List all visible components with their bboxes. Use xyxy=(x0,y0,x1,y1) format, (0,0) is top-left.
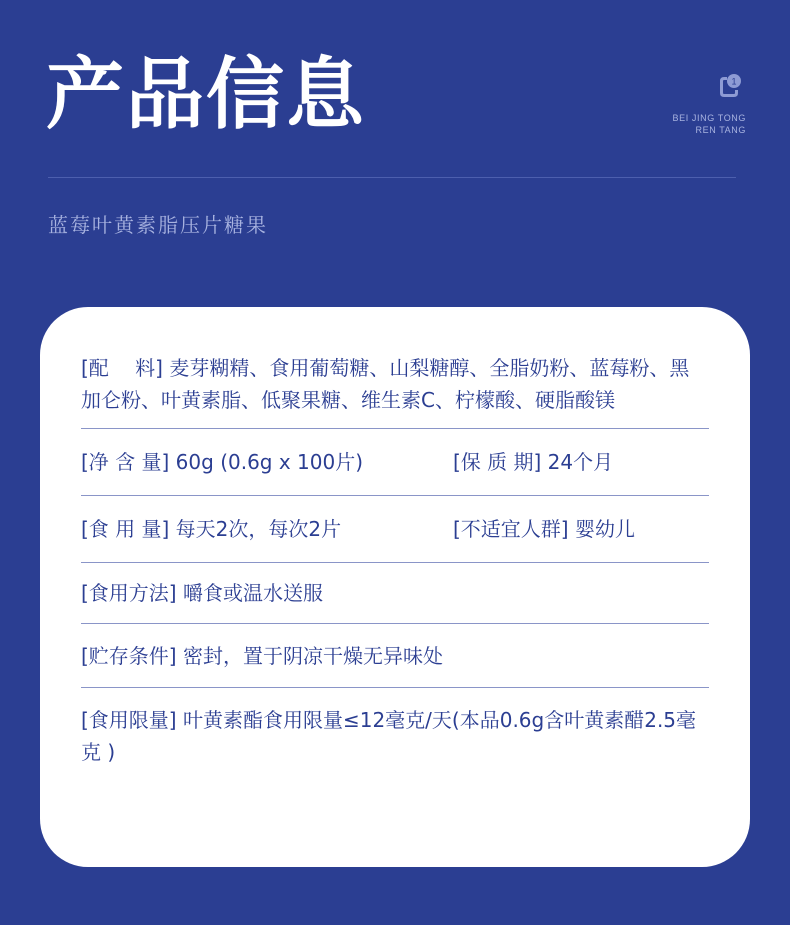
unsuitable-value: 婴幼儿 xyxy=(568,517,635,541)
storage-label: [贮存条件] xyxy=(81,643,177,668)
ingredients-label: [配 料] xyxy=(81,356,163,380)
dosage-row xyxy=(81,496,709,563)
method-cell xyxy=(81,577,453,609)
product-name: 蓝莓叶黄素脂压片糖果 xyxy=(48,213,268,237)
method-label: [食用方法] xyxy=(81,581,177,605)
method-row xyxy=(81,563,709,624)
shelf-life-value: 24个月 xyxy=(541,450,614,474)
storage-value: 密封，置于阴凉干燥无异味处 xyxy=(176,643,443,668)
info-list xyxy=(81,352,709,768)
brand-logo xyxy=(626,72,746,136)
shelf-life-cell xyxy=(453,446,613,478)
net-content-row xyxy=(81,429,709,496)
shelf-life-label: [保 质 期] xyxy=(453,450,542,474)
net-content-value: 60g (0.6g x 100片) xyxy=(169,450,364,474)
dosage-cell xyxy=(81,513,453,545)
page-title: 产品信息 xyxy=(46,50,367,140)
brand-line-2: REN TANG xyxy=(695,125,746,135)
method-value: 嚼食或温水送服 xyxy=(176,581,323,605)
net-content-label: [净 含 量] xyxy=(81,450,170,474)
net-content-cell xyxy=(81,446,453,478)
unsuitable-label: [不适宜人群] xyxy=(453,517,569,541)
ingredients-row xyxy=(81,352,709,429)
header-divider xyxy=(48,177,736,178)
limit-label: [食用限量] xyxy=(81,708,177,732)
limit-row xyxy=(81,688,709,768)
info-card xyxy=(40,307,750,867)
unsuitable-cell xyxy=(453,513,635,545)
ingredients-value: 麦芽糊精、食用葡萄糖、山梨糖醇、全脂奶粉、蓝莓粉、黑加仑粉、叶黄素脂、低聚果糖、维生素C、柠檬酸、硬脂酸镁 xyxy=(81,356,690,412)
brand-text xyxy=(626,112,746,136)
dosage-value: 每天2次，每次2片 xyxy=(169,517,342,541)
dosage-label: [食 用 量] xyxy=(81,517,170,541)
brand-badge-number: 1 xyxy=(731,76,737,87)
brand-mark-icon xyxy=(714,72,744,102)
storage-row xyxy=(81,624,709,688)
brand-line-1: BEI JING TONG xyxy=(672,113,746,123)
limit-value: 叶黄素酯食用限量≤12毫克/天(本品0.6g含叶黄素醋2.5毫克 ) xyxy=(81,708,697,764)
storage-cell xyxy=(81,640,453,672)
